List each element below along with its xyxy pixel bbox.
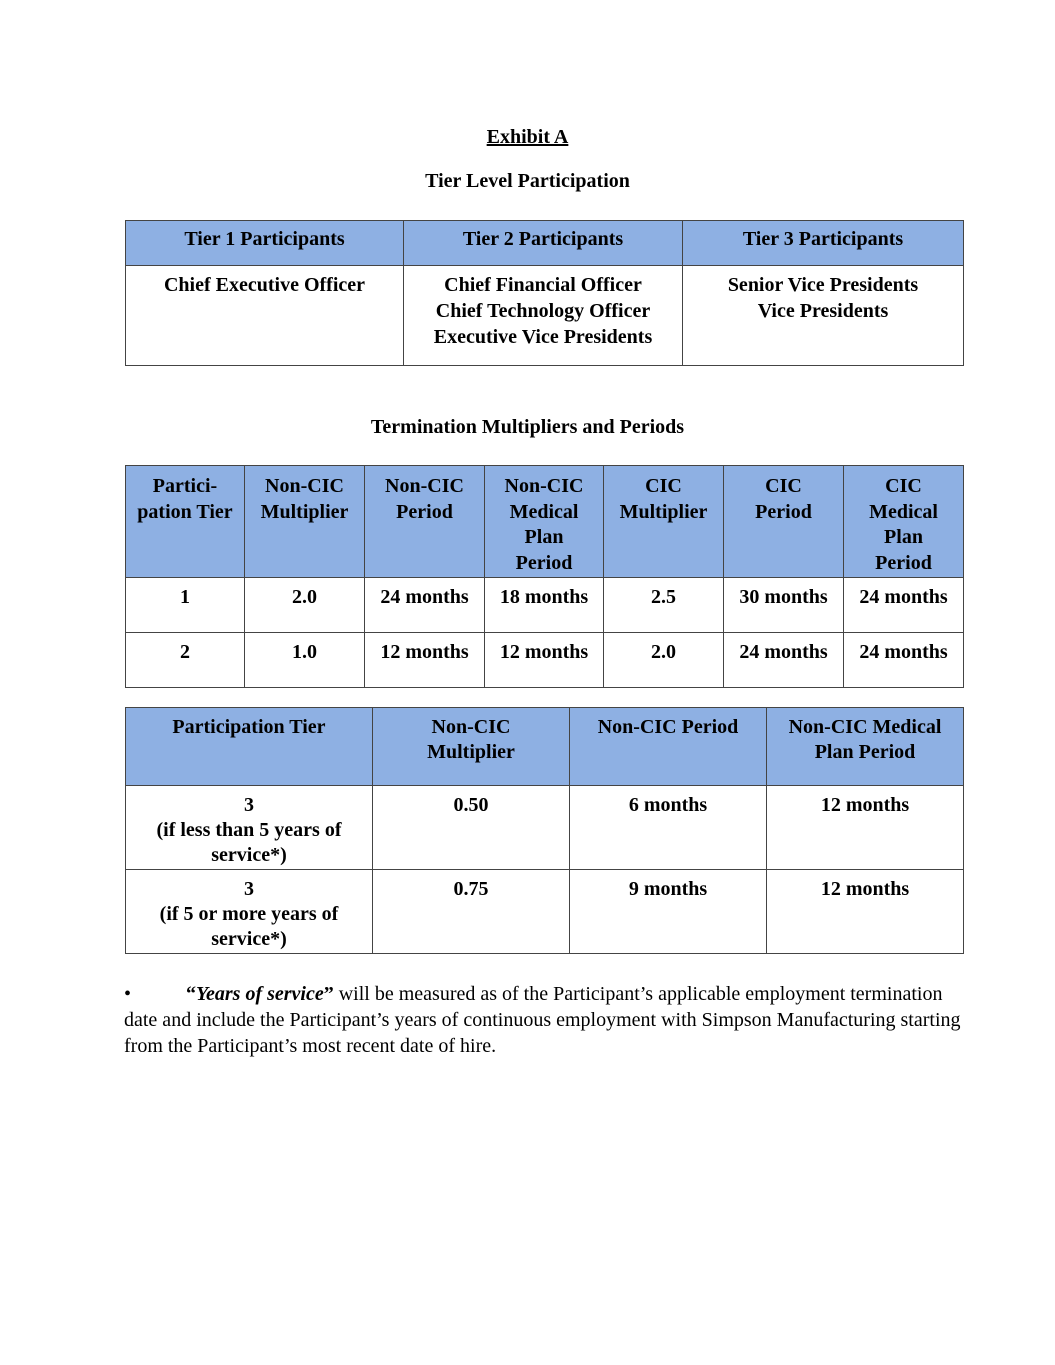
header-non-cic-medical-plan-period (767, 708, 964, 786)
table-cell: 18 months (485, 578, 604, 633)
table-cell: 1.0 (245, 633, 365, 688)
table-cell: 9 months (570, 870, 767, 954)
header-line: Participation Tier (172, 716, 326, 738)
header-non-cic-period (365, 466, 485, 578)
header-line: Medical (869, 500, 938, 523)
header-line: Multiplier (427, 741, 515, 763)
table-cell: 2.0 (604, 633, 724, 688)
header-line: Non-CIC Period (597, 716, 739, 738)
tier1-cell (126, 266, 404, 366)
tier1-role: Chief Executive Officer (163, 274, 366, 296)
tier-line: service*) (211, 844, 287, 866)
header-line: Medical (509, 500, 579, 523)
defined-term: Years of service (196, 983, 324, 1005)
termination-table (125, 465, 964, 688)
table-cell: 2.0 (245, 578, 365, 633)
header-line: Plan Period (814, 741, 916, 763)
table-cell: 1 (126, 578, 245, 633)
tier3-role: Vice Presidents (757, 300, 889, 322)
tier-section-title: Tier Level Participation (425, 170, 630, 192)
tier2-role: Executive Vice Presidents (433, 326, 653, 348)
table-cell: 12 months (767, 870, 964, 954)
header-non-cic-period (570, 708, 767, 786)
tier3-role: Senior Vice Presidents (727, 274, 919, 296)
tier2-header: Tier 2 Participants (404, 221, 683, 266)
header-line: Non-CIC (504, 475, 584, 497)
table-row (126, 578, 964, 633)
tier1-header: Tier 1 Participants (126, 221, 404, 266)
table-cell: 24 months (365, 578, 485, 633)
note-text: will be measured as of the Participant’s applicable employment termination date and include the Participant’s years of continuous employment with Simpson Manufacturing starting from the Participant’s most recent date of hire. (124, 983, 961, 1057)
header-participation-tier (126, 466, 245, 578)
header-line: Non-CIC (431, 716, 511, 738)
open-quote: “ (186, 983, 196, 1005)
header-line: Period (515, 551, 573, 574)
table-cell: 6 months (570, 786, 767, 870)
header-non-cic-multiplier (245, 466, 365, 578)
header-line: Period (875, 551, 932, 574)
header-line: Multiplier (619, 500, 708, 523)
close-quote: ” (323, 983, 334, 1005)
table-cell: 12 months (767, 786, 964, 870)
tier-line: service*) (211, 928, 287, 950)
tier3-cell (683, 266, 964, 366)
tier2-role: Chief Technology Officer (435, 300, 651, 322)
table-row (126, 633, 964, 688)
table-cell: 12 months (485, 633, 604, 688)
header-line: CIC (885, 475, 922, 497)
header-cic-medical-plan-period (844, 466, 964, 578)
table-cell: 24 months (724, 633, 844, 688)
header-line: Non-CIC (385, 475, 464, 497)
header-non-cic-multiplier (373, 708, 570, 786)
tier-cell (126, 786, 373, 870)
table-cell: 2 (126, 633, 245, 688)
tier3-termination-table (125, 707, 964, 954)
header-line: CIC (645, 475, 682, 497)
table-cell: 24 months (844, 578, 964, 633)
table-cell: 24 months (844, 633, 964, 688)
header-cic-multiplier (604, 466, 724, 578)
table-cell: 30 months (724, 578, 844, 633)
tier2-cell (404, 266, 683, 366)
header-line: pation Tier (137, 500, 233, 523)
header-cic-period (724, 466, 844, 578)
header-line: Period (755, 500, 812, 523)
table-row (126, 870, 964, 954)
header-line: Plan (884, 526, 923, 548)
header-line: Multiplier (260, 500, 349, 523)
tier-line: (if less than 5 years of (156, 819, 342, 841)
exhibit-title: Exhibit A (486, 126, 569, 148)
header-line: CIC (765, 475, 802, 497)
header-line: Non-CIC (265, 475, 344, 497)
header-line: Non-CIC Medical (788, 716, 942, 738)
tier-line: 3 (244, 878, 254, 900)
table-cell: 2.5 (604, 578, 724, 633)
tier3-header: Tier 3 Participants (683, 221, 964, 266)
table-cell: 12 months (365, 633, 485, 688)
header-participation-tier (126, 708, 373, 786)
tier-line: (if 5 or more years of (159, 903, 339, 925)
termination-title: Termination Multipliers and Periods (370, 416, 685, 438)
table-cell: 0.75 (373, 870, 570, 954)
tier-line: 3 (244, 794, 254, 816)
tier-level-table (125, 220, 964, 366)
years-of-service-note (124, 981, 964, 1059)
tier-cell (126, 870, 373, 954)
tier2-role: Chief Financial Officer (444, 274, 642, 296)
header-line: Plan (524, 526, 564, 548)
header-non-cic-medical-plan-period (485, 466, 604, 578)
header-line: Partici- (152, 475, 218, 497)
header-line: Period (396, 500, 453, 523)
table-cell: 0.50 (373, 786, 570, 870)
bullet-icon: • (124, 983, 132, 1005)
table-row (126, 786, 964, 870)
